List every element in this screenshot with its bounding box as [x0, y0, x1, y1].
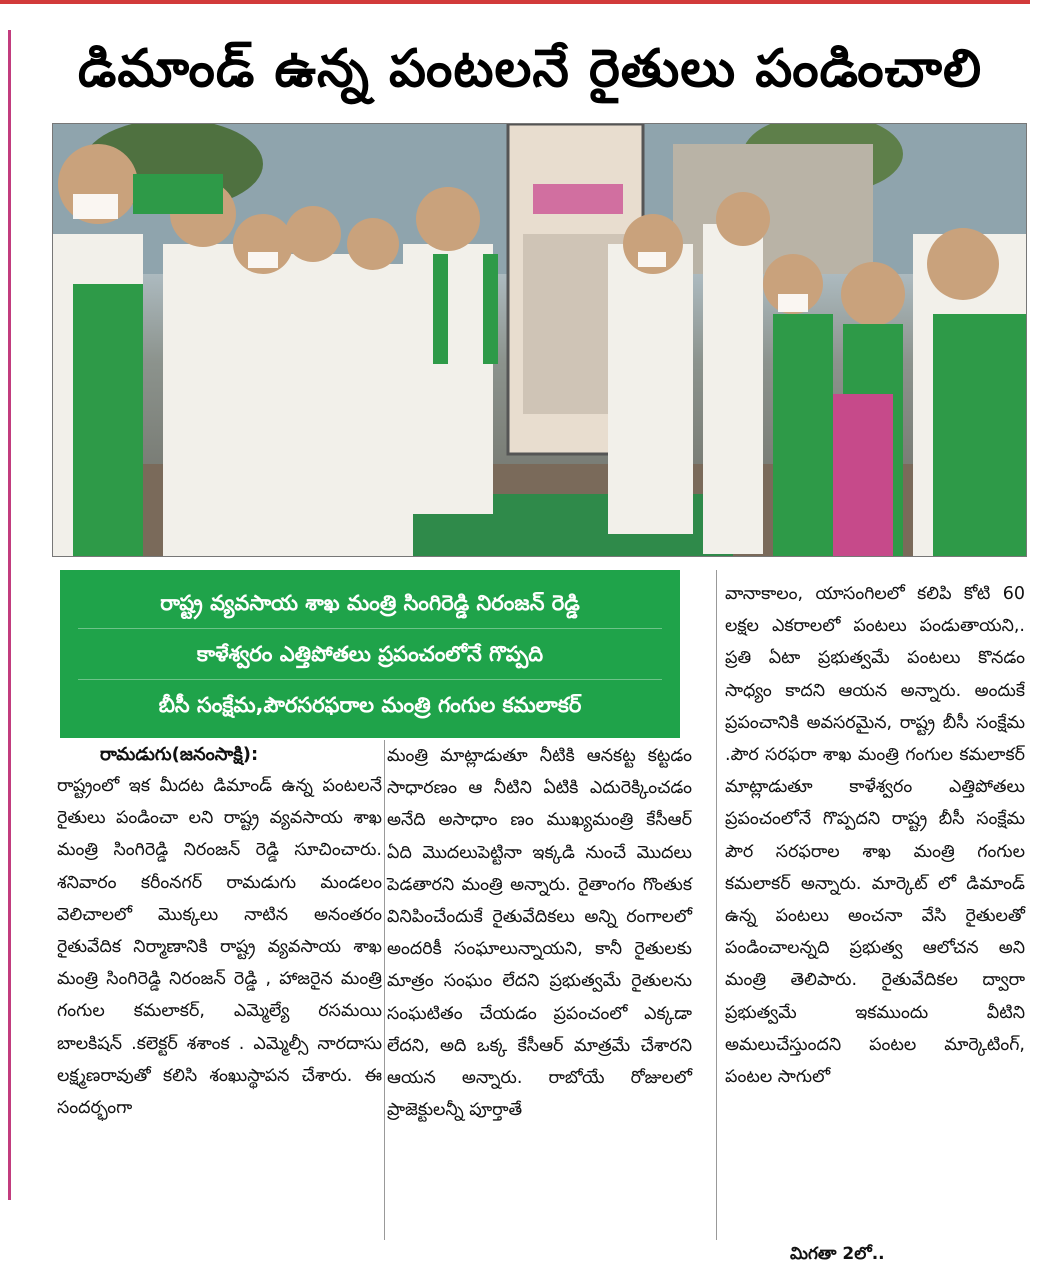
dateline: రామడుగు(జనంసాక్షి): [100, 744, 259, 765]
side-rule [8, 30, 11, 1200]
column-divider [384, 740, 385, 1240]
article-column-3 [725, 578, 1025, 1093]
continued-note: మిగతా 2లో.. [790, 1244, 885, 1264]
column-2-text: మంత్రి మాట్లాడుతూ నీటికి ఆనకట్ట కట్టడం సాధారణం ఆ నీటిని ఏటికి ఎదురెక్కించడం అనేది అసాధాం ణం ముఖ్యమంత్రి కేసీఆర్‌ ఏది మొదలుపెట్టినా ఇక్కడి నుంచే మొదలు పెడతారని మంత్రి అన్నారు. రైతాంగం గొంతుక వినిపించేందుకే రైతువేదికలు అన్ని రంగాలలో అందరికీ సంఘాలున్నాయని, కానీ రైతులకు మాత్రం సంఘం లేదని ప్రభుత్వమే రైతులను సంఘటితం చేయడం ప్రపంచంలో ఎక్కడా లేదని, అది ఒక్క కేసీఆర్‌ మాత్రమే చేశారని ఆయన అన్నారు. రాబోయే రోజులలో ప్రాజెక్టులన్నీ పూర్తాతే [387, 746, 692, 1121]
highlight-line-1: రాష్ట్ర వ్యవసాయ శాఖ మంత్రి సింగిరెడ్డి నిరంజన్‌ రెడ్డి [78, 578, 662, 629]
highlight-line-3: బీసీ సంక్షేమ,పౌరసరఫరాల మంత్రి గంగుల కమలాకర్‌ [158, 693, 582, 717]
headline: డిమాండ్‌ ఉన్న పంటలనే రైతులు పండించాలి [77, 39, 983, 99]
photo-illustration [53, 124, 1027, 557]
column-3-text: వానాకాలం, యాసంగిలలో కలిపి కోటి 60 లక్షల ఎకరాలలో పంటలు పండుతాయని,. ప్రతి ఏటా ప్రభుత్వమే పంటలు కొనడం సాధ్యం కాదని ఆయన అన్నారు. అందుకే ప్రపంచానికి అవసరమైన, రాష్ట్ర బీసీ సంక్షేమ .పౌర సరఫరా శాఖ మంత్రి గంగుల కమలాకర్‌ మాట్లాడుతూ కాళేశ్వరం ఎత్తిపోతలు ప్రపంచంలోనే గొప్పదని రాష్ట్ర బీసీ సంక్షేమ పౌర సరఫరాల శాఖ మంత్రి గంగుల కమలాకర్‌ అన్నారు. మార్కెట్‌ లో డిమాండ్‌ ఉన్న పంటలు అంచనా వేసి రైతులతో పండించాలన్నది ప్రభుత్వ ఆలోచన అని మంత్రి తెలిపారు. రైతువేదికల ద్వారా ప్రభుత్వమే ఇకముందు వీటిని అమలుచేస్తుందని పంటల మార్కెటింగ్‌, పంటల సాగులో [725, 584, 1025, 1088]
highlight-box [60, 570, 680, 738]
news-photo [52, 123, 1027, 557]
highlight-line-2: కాళేశ్వరం ఎత్తిపోతలు ప్రపంచంలోనే గొప్పది [78, 629, 662, 680]
column-1-text: రాష్ట్రంలో ఇక మీదట డిమాండ్‌ ఉన్న పంటలనే రైతులు పండించా లని రాష్ట్ర వ్యవసాయ శాఖ మంత్రి సింగిరెడ్డి నిరంజన్‌ రెడ్డి సూచించారు. శనివారం కరీంనగర్‌ రామడుగు మండలం వెలిచాలలో మొక్కలు నాటిన అనంతరం రైతువేదిక నిర్మాణానికి రాష్ట్ర వ్యవసాయ శాఖ మంత్రి సింగిరెడ్డి నిరంజన్‌ రెడ్డి , హాజరైన మంత్రి గంగుల కమలాకర్‌, ఎమ్మెల్యే రసమయి బాలకిషన్‌ .కలెక్టర్‌ శశాంక . ఎమ్మెల్సీ నారదాసు లక్ష్మణరావుతో కలిసి శంఖుస్థాపన చేశారు. ఈ సందర్భంగా [57, 776, 382, 1119]
top-rule [0, 0, 1030, 4]
column-divider [716, 570, 717, 1240]
article-column-1 [57, 770, 382, 1124]
article-column-2 [387, 740, 692, 1126]
